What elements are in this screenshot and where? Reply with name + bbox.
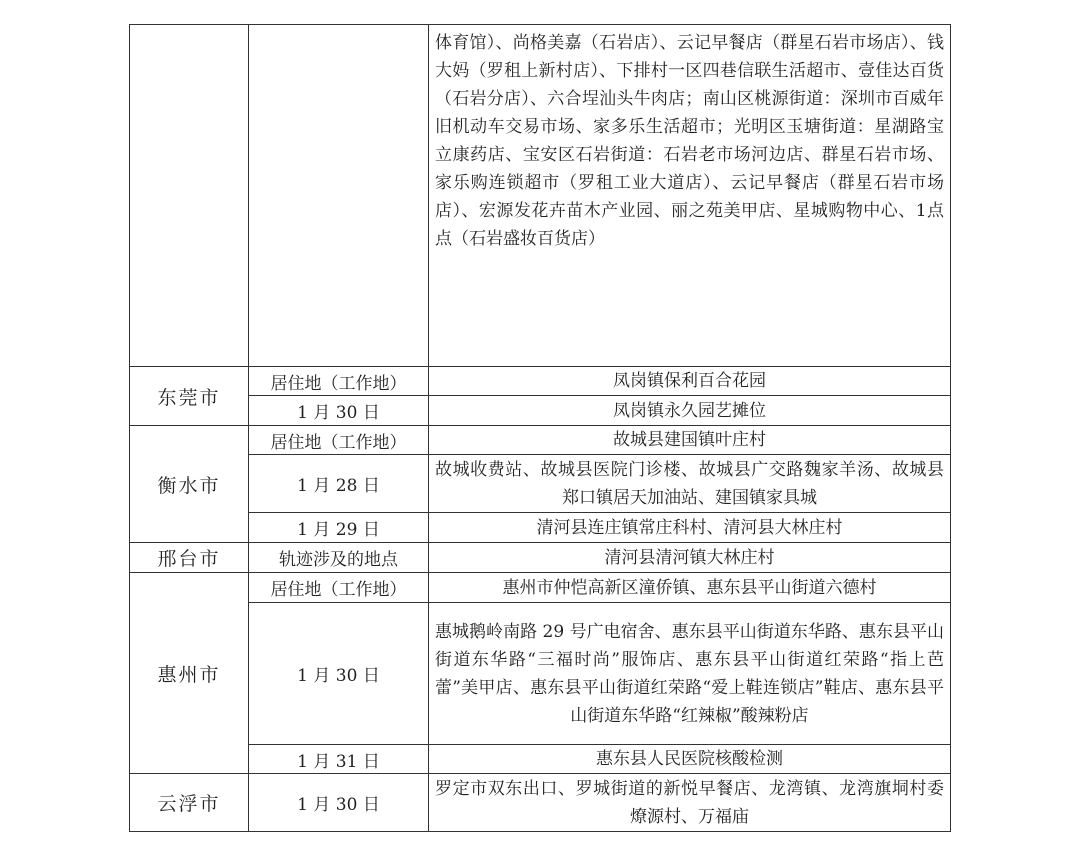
type-cell: 1 月 31 日: [249, 745, 429, 774]
table-row: [130, 513, 951, 543]
table-row: [130, 573, 951, 603]
city-cell: 衡水市: [130, 426, 249, 543]
type-cell: 居住地（工作地）: [249, 367, 429, 396]
type-cell: 1 月 28 日: [249, 455, 429, 513]
type-cell: 居住地（工作地）: [249, 426, 429, 455]
itinerary-table: [129, 24, 951, 832]
place-cell: 惠东县人民医院核酸检测: [429, 745, 951, 774]
place-cell: 体育馆）、尚格美嘉（石岩店）、云记早餐店（群星石岩市场店）、钱大妈（罗租上新村店）、下排村一区四巷信联生活超市、壹佳达百货（石岩分店）、六合埕汕头牛肉店；南山区桃源街道：深圳市百威年旧机动车交易市场、家多乐生活超市；光明区玉塘街道：星湖路宝立康药店、宝安区石岩街道：石岩老市场河边店、群星石岩市场、家乐购连锁超市（罗租工业大道店）、云记早餐店（群星石岩市场店）、宏源发花卉苗木产业园、丽之苑美甲店、星城购物中心、1点点（石岩盛妆百货店）: [429, 25, 951, 367]
type-cell: 轨迹涉及的地点: [249, 543, 429, 573]
place-cell: 罗定市双东出口、罗城街道的新悦早餐店、龙湾镇、龙湾旗垌村委燎源村、万福庙: [429, 774, 951, 832]
city-cell: 惠州市: [130, 573, 249, 774]
type-cell-empty: [249, 25, 429, 367]
place-cell: 清河县清河镇大林庄村: [429, 543, 951, 573]
table-row: [130, 367, 951, 396]
type-cell: 居住地（工作地）: [249, 573, 429, 603]
place-cell: 故城收费站、故城县医院门诊楼、故城县广交路魏家羊汤、故城县郑口镇居天加油站、建国镇家具城: [429, 455, 951, 513]
table-row: [130, 543, 951, 573]
city-cell: 邢台市: [130, 543, 249, 573]
type-cell: 1 月 30 日: [249, 603, 429, 745]
place-cell: 惠州市仲恺高新区潼侨镇、惠东县平山街道六德村: [429, 573, 951, 603]
table-row: [130, 745, 951, 774]
place-cell: 故城县建国镇叶庄村: [429, 426, 951, 455]
type-cell: 1 月 29 日: [249, 513, 429, 543]
place-cell: 凤岗镇保利百合花园: [429, 367, 951, 396]
place-cell: 凤岗镇永久园艺摊位: [429, 396, 951, 426]
table-row: [130, 603, 951, 745]
city-cell: 东莞市: [130, 367, 249, 426]
table-row: [130, 455, 951, 513]
type-cell: 1 月 30 日: [249, 396, 429, 426]
table-row: [130, 25, 951, 367]
table-row: [130, 774, 951, 832]
place-cell: 惠城鹅岭南路 29 号广电宿舍、惠东县平山街道东华路、惠东县平山街道东华路“三福时尚”服饰店、惠东县平山街道红荣路“指上芭蕾”美甲店、惠东县平山街道红荣路“爱上鞋连锁店”鞋店、惠东县平山街道东华路“红辣椒”酸辣粉店: [429, 603, 951, 745]
type-cell: 1 月 30 日: [249, 774, 429, 832]
table-row: [130, 426, 951, 455]
table-row: [130, 396, 951, 426]
place-cell: 清河县连庄镇常庄科村、清河县大林庄村: [429, 513, 951, 543]
city-cell-empty: [130, 25, 249, 367]
city-cell: 云浮市: [130, 774, 249, 832]
